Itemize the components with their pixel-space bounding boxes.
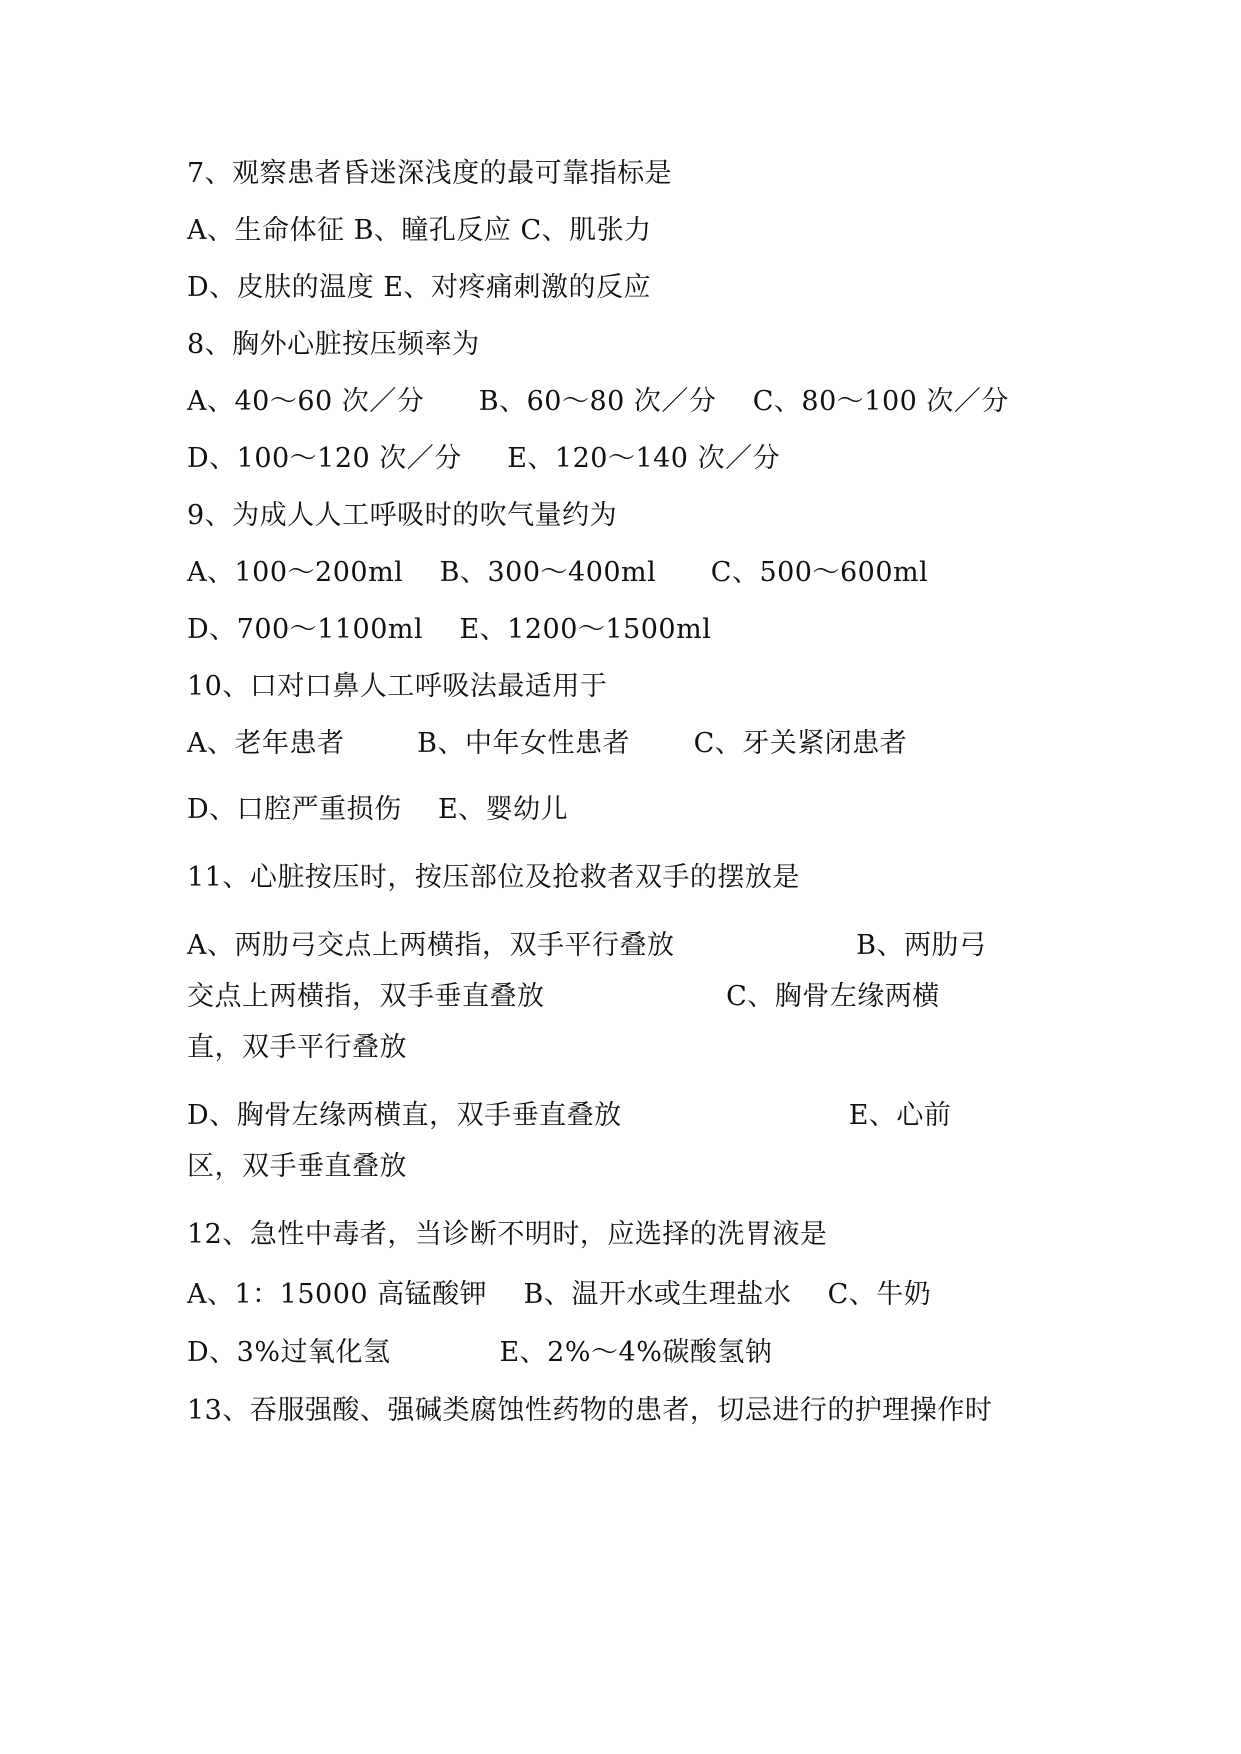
question-9-options-line-2: D、700～1100ml E、1200～1500ml — [187, 614, 712, 645]
question-12-stem: 12、急性中毒者，当诊断不明时，应选择的洗胃液是 — [187, 1219, 828, 1250]
question-9-stem: 9、为成人人工呼吸时的吹气量约为 — [187, 500, 618, 531]
question-10-options-line-1: A、老年患者 B、中年女性患者 C、牙关紧闭患者 — [187, 728, 908, 759]
question-8-stem: 8、胸外心脏按压频率为 — [187, 329, 480, 360]
question-11-options-line-5: 区，双手垂直叠放 — [187, 1151, 407, 1182]
question-7-options-line-2: D、皮肤的温度 E、对疼痛刺激的反应 — [187, 272, 651, 303]
question-11-options-line-1: A、两肋弓交点上两横指，双手平行叠放 B、两肋弓 — [187, 930, 987, 961]
question-9-options-line-1: A、100～200ml B、300～400ml C、500～600ml — [187, 557, 929, 588]
question-11-options-line-3: 直，双手平行叠放 — [187, 1032, 407, 1063]
question-11-options-line-4: D、胸骨左缘两横直，双手垂直叠放 E、心前 — [187, 1100, 952, 1131]
question-11-options-line-2: 交点上两横指，双手垂直叠放 C、胸骨左缘两横 — [187, 981, 940, 1012]
question-10-options-line-2: D、口腔严重损伤 E、婴幼儿 — [187, 794, 569, 825]
question-12-options-line-2: D、3%过氧化氢 E、2%～4%碳酸氢钠 — [187, 1337, 773, 1368]
question-12-options-line-1: A、1：15000 高锰酸钾 B、温开水或生理盐水 C、牛奶 — [187, 1279, 932, 1310]
question-8-options-line-1: A、40～60 次／分 B、60～80 次／分 C、80～100 次／分 — [187, 386, 1009, 417]
question-8-options-line-2: D、100～120 次／分 E、120～140 次／分 — [187, 443, 781, 474]
question-7-options-line-1: A、生命体征 B、瞳孔反应 C、肌张力 — [187, 215, 652, 246]
question-11-stem: 11、心脏按压时，按压部位及抢救者双手的摆放是 — [187, 862, 800, 893]
question-10-stem: 10、口对口鼻人工呼吸法最适用于 — [187, 671, 608, 702]
question-7-stem: 7、观察患者昏迷深浅度的最可靠指标是 — [187, 158, 673, 189]
question-13-stem: 13、吞服强酸、强碱类腐蚀性药物的患者，切忌进行的护理操作时 — [187, 1395, 993, 1426]
